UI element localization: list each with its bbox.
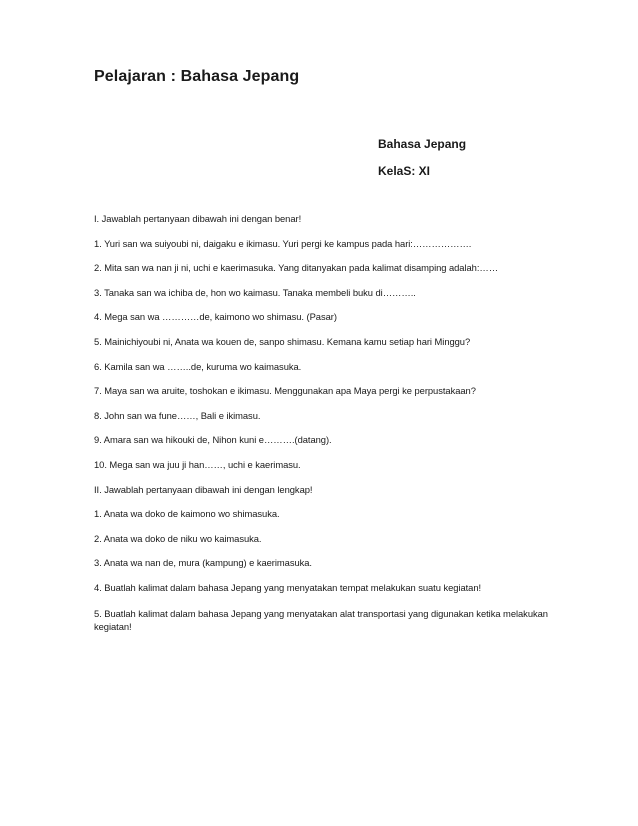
section-heading-1: I. Jawablah pertanyaan dibawah ini dengan benar!	[94, 213, 302, 224]
subject-label: Bahasa Jepang	[378, 137, 467, 151]
section-heading-2: II. Jawablah pertanyaan dibawah ini dengan lengkap!	[94, 483, 313, 495]
question-2: 2. Mita san wa nan ji ni, uchi e kaerimasuka. Yang ditanyakan pada kalimat disamping adalah:……	[94, 262, 499, 274]
question-4: 4. Mega san wa …………de, kaimono wo shimasu. (Pasar)	[94, 311, 337, 323]
worksheet-content	[94, 213, 554, 645]
question-6: 6. Kamila san wa ……..de, kuruma wo kaimasuka.	[94, 360, 302, 372]
essay-question-4: 4. Buatlah kalimat dalam bahasa Jepang yang menyatakan tempat melakukan suatu kegiatan!	[94, 581, 482, 593]
class-label: KelaS: XI	[378, 164, 431, 178]
question-10: 10. Mega san wa juu ji han……, uchi e kaerimasu.	[94, 458, 301, 470]
essay-question-3: 3. Anata wa nan de, mura (kampung) e kaerimasuka.	[94, 557, 312, 569]
page-title: Pelajaran : Bahasa Jepang	[94, 68, 300, 85]
question-3: 3. Tanaka san wa ichiba de, hon wo kaimasu. Tanaka membeli buku di………..	[94, 286, 416, 298]
question-8: 8. John san wa fune……, Bali e ikimasu.	[94, 409, 261, 421]
question-9: 9. Amara san wa hikouki de, Nihon kuni e……….(datang).	[94, 434, 332, 446]
essay-question-5: 5. Buatlah kalimat dalam bahasa Jepang yang menyatakan alat transportasi yang digunakan ketika melakukan kegiatan!	[94, 607, 548, 632]
question-5: 5. Mainichiyoubi ni, Anata wa kouen de, sanpo shimasu. Kemana kamu setiap hari Minggu?	[94, 335, 471, 347]
essay-question-2: 2. Anata wa doko de niku wo kaimasuka.	[94, 532, 262, 544]
essay-question-1: 1. Anata wa doko de kaimono wo shimasuka.	[94, 508, 280, 520]
question-1: 1. Yuri san wa suiyoubi ni, daigaku e ikimasu. Yuri pergi ke kampus pada hari:……………….	[94, 237, 472, 249]
question-7: 7. Maya san wa aruite, toshokan e ikimasu. Menggunakan apa Maya pergi ke perpustakaan?	[94, 385, 476, 397]
